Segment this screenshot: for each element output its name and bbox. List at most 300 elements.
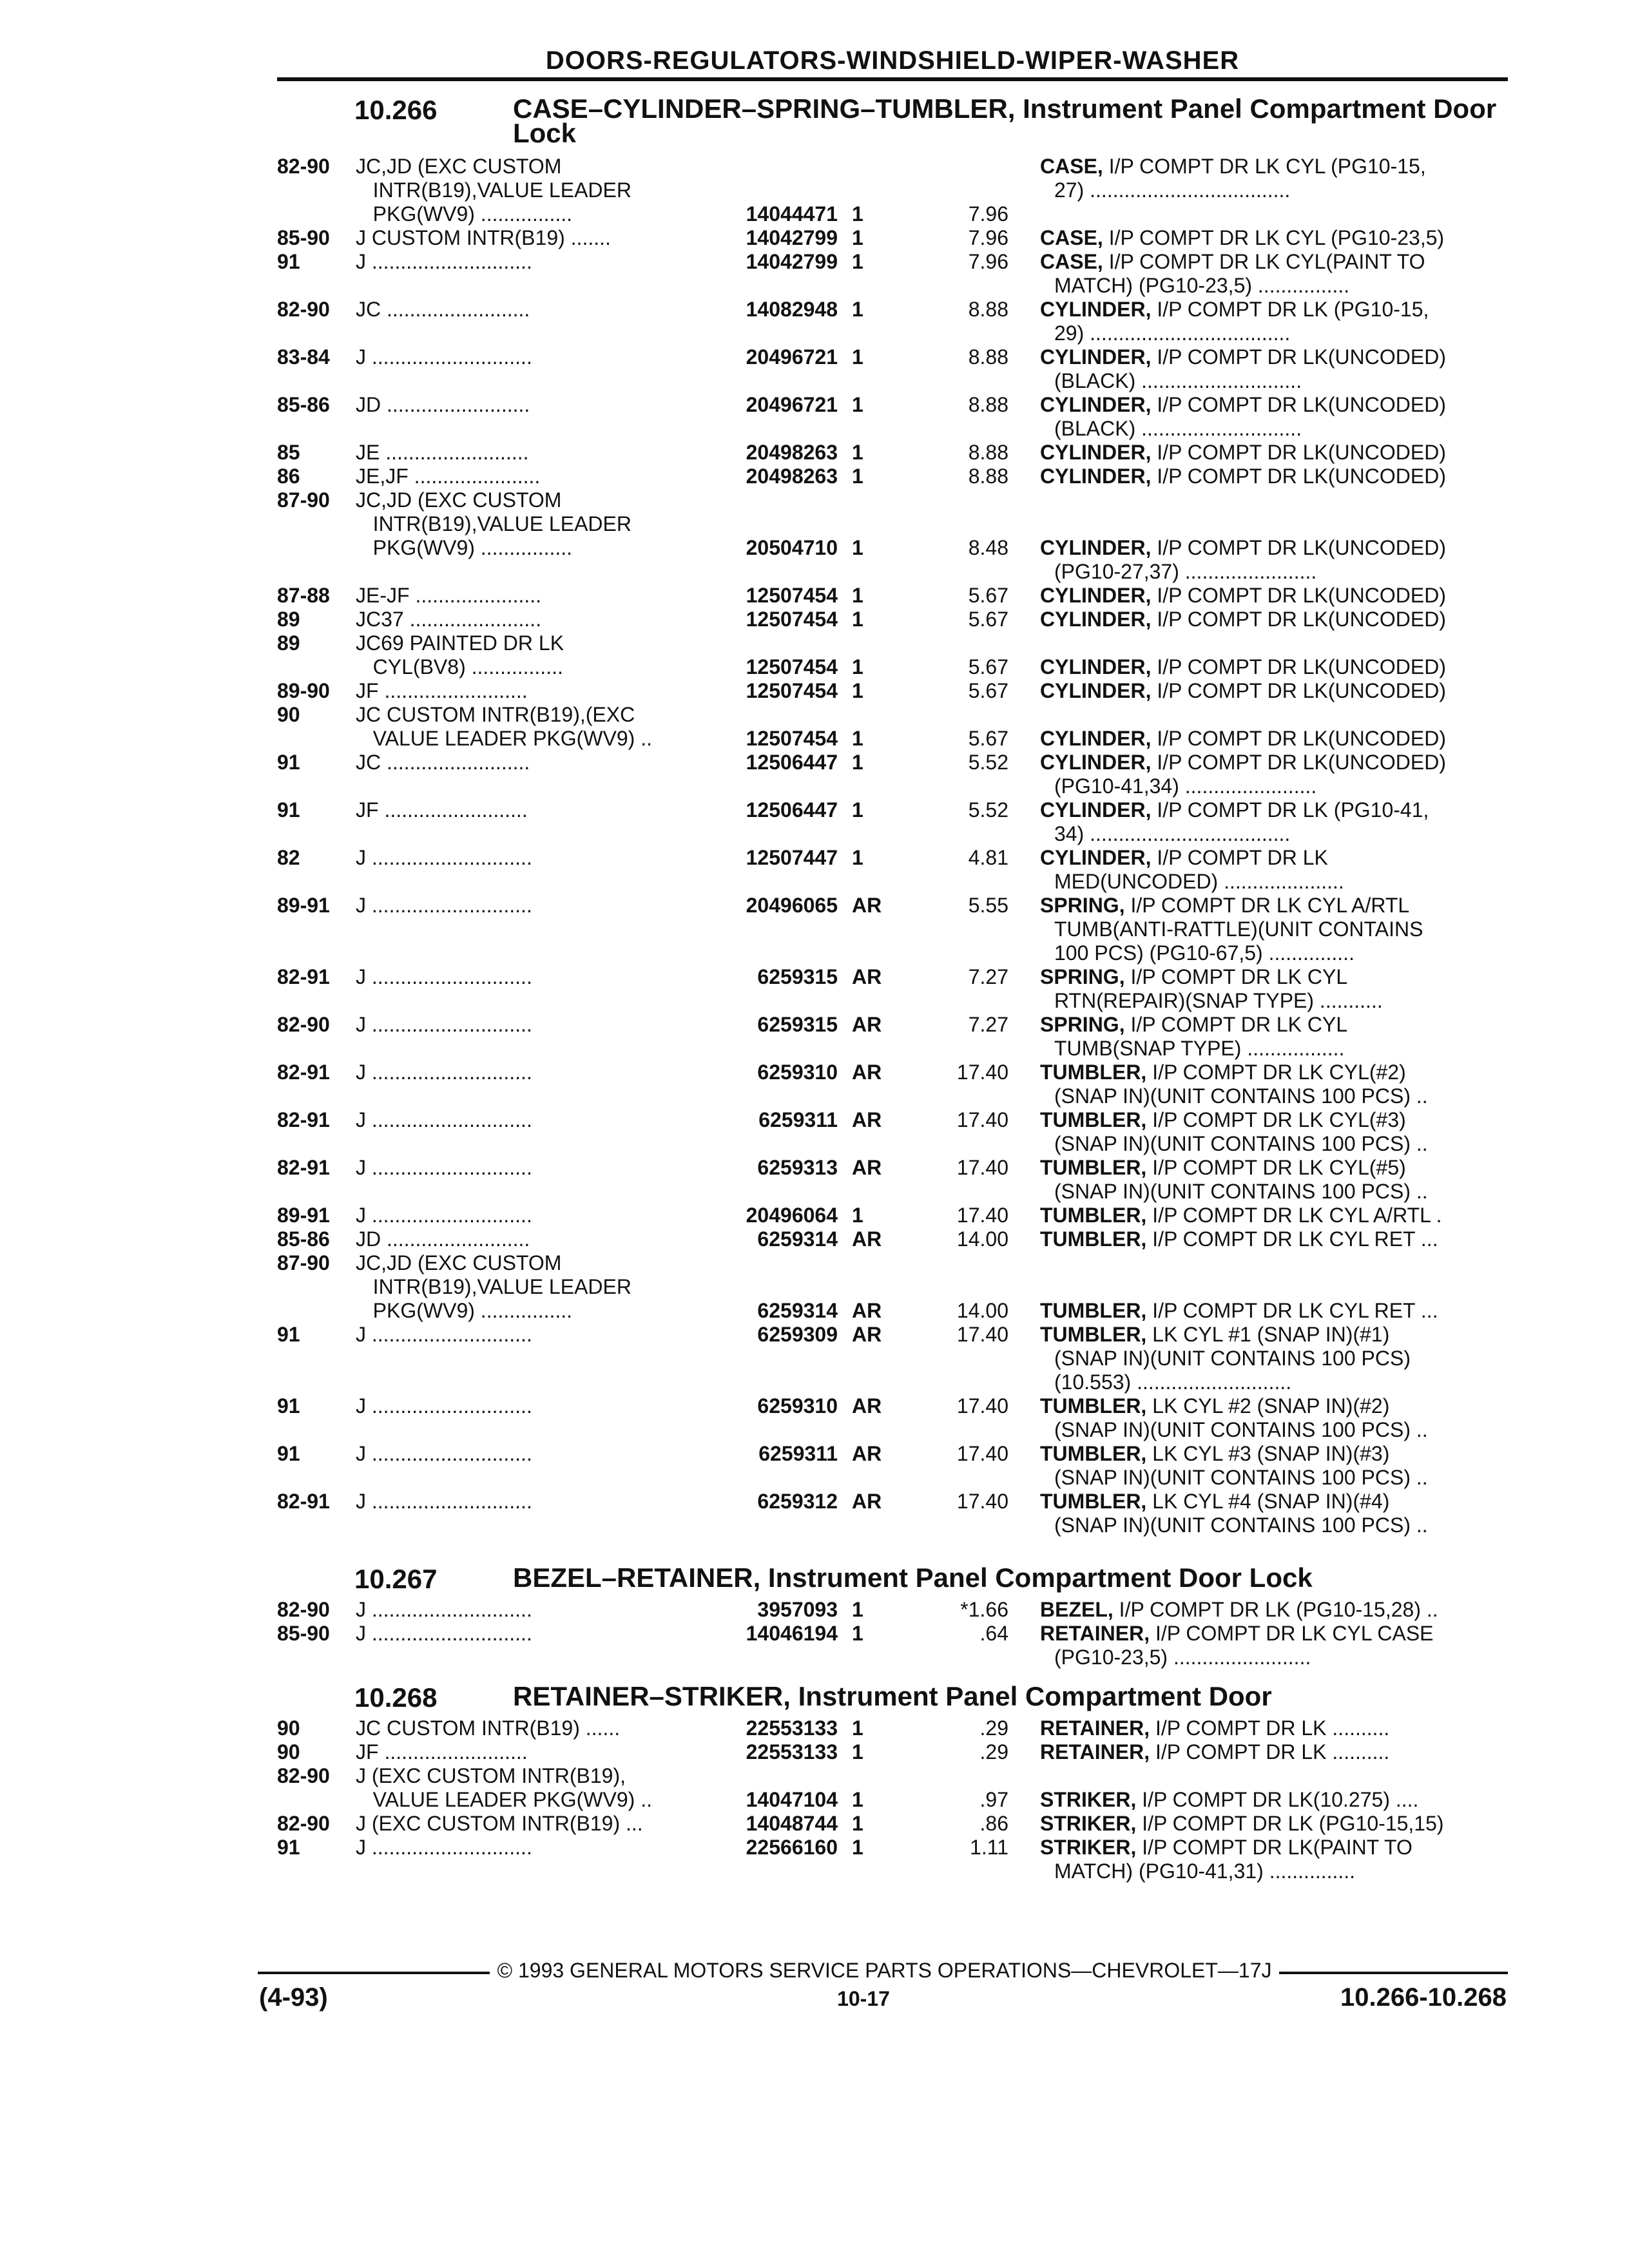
part-description xyxy=(1040,465,1504,488)
price: 14.00 xyxy=(956,1299,1008,1322)
description-line xyxy=(1040,512,1504,536)
model-year: 91 xyxy=(277,1442,300,1465)
part-number: 14042799 xyxy=(746,226,838,249)
description-line xyxy=(1040,1251,1504,1275)
model-line: JD ......................... xyxy=(356,393,530,416)
description-line: TUMB(ANTI-RATTLE)(UNIT CONTAINS xyxy=(1054,918,1423,941)
model-year: 85-86 xyxy=(277,393,330,416)
quantity: 1 xyxy=(852,465,863,488)
description-line: STRIKER, I/P COMPT DR LK (PG10-15,15) xyxy=(1040,1812,1444,1835)
model-line: PKG(WV9) ................ xyxy=(356,202,573,226)
model-line: J (EXC CUSTOM INTR(B19), xyxy=(356,1764,626,1787)
quantity: 1 xyxy=(852,298,863,321)
quantity: 1 xyxy=(852,1740,863,1763)
quantity: AR xyxy=(852,1061,882,1084)
part-number: 12507454 xyxy=(746,584,838,607)
part-number: 12507454 xyxy=(746,727,838,750)
quantity: 1 xyxy=(852,679,863,702)
part-number: 14048744 xyxy=(746,1812,838,1835)
section-number: 10.266 xyxy=(354,95,438,125)
model-line: J ............................ xyxy=(356,1490,532,1513)
part-number: 14082948 xyxy=(746,298,838,321)
part-number: 12507454 xyxy=(746,679,838,702)
part-description xyxy=(1040,1204,1504,1227)
part-number: 20498263 xyxy=(746,465,838,488)
model-year: 82 xyxy=(277,846,300,869)
price: 1.11 xyxy=(970,1836,1008,1859)
price: 5.67 xyxy=(968,584,1008,607)
price: 5.67 xyxy=(968,679,1008,702)
quantity: 1 xyxy=(852,751,863,774)
price: 17.40 xyxy=(956,1323,1008,1346)
quantity: 1 xyxy=(852,1836,863,1859)
model-year: 90 xyxy=(277,1716,300,1740)
description-line: (BLACK) ............................ xyxy=(1054,369,1302,392)
description-line: CYLINDER, I/P COMPT DR LK(UNCODED) xyxy=(1040,584,1446,607)
quantity: 1 xyxy=(852,655,863,678)
model-year: 90 xyxy=(277,703,300,726)
quantity: 1 xyxy=(852,1598,863,1621)
model-year: 89-91 xyxy=(277,894,330,917)
model-line: JC,JD (EXC CUSTOM xyxy=(356,1251,562,1274)
part-number: 12506447 xyxy=(746,751,838,774)
description-line: RETAINER, I/P COMPT DR LK CYL CASE xyxy=(1040,1622,1434,1645)
model-line: JC37 ....................... xyxy=(356,608,542,631)
model-line: INTR(B19),VALUE LEADER xyxy=(356,178,631,202)
part-description xyxy=(1040,1740,1504,1764)
model-line: CYL(BV8) ................ xyxy=(356,655,563,678)
part-description xyxy=(1040,1013,1504,1061)
part-description xyxy=(1040,1442,1504,1490)
model-year: 91 xyxy=(277,1836,300,1859)
price: 17.40 xyxy=(956,1442,1008,1465)
quantity: 1 xyxy=(852,584,863,607)
quantity: AR xyxy=(852,1490,882,1513)
model-year: 82-90 xyxy=(277,1764,330,1787)
part-number: 3957093 xyxy=(757,1598,838,1621)
model-year: 82-90 xyxy=(277,1598,330,1621)
section-number: 10.267 xyxy=(354,1564,438,1594)
price: 8.88 xyxy=(968,441,1008,464)
price: .86 xyxy=(979,1812,1008,1835)
part-number: 6259314 xyxy=(757,1299,838,1322)
page-header xyxy=(277,43,1508,81)
part-number: 12507454 xyxy=(746,655,838,678)
description-line: CYLINDER, I/P COMPT DR LK(UNCODED) xyxy=(1040,345,1446,369)
model-year: 85-90 xyxy=(277,226,330,249)
model-year: 89 xyxy=(277,608,300,631)
quantity: 1 xyxy=(852,1812,863,1835)
quantity: AR xyxy=(852,1156,882,1179)
description-line: RETAINER, I/P COMPT DR LK .......... xyxy=(1040,1716,1390,1740)
part-description xyxy=(1040,1490,1504,1537)
price: 4.81 xyxy=(968,846,1008,869)
part-description xyxy=(1040,441,1504,465)
price: 7.96 xyxy=(968,250,1008,273)
model-line: JC ......................... xyxy=(356,298,530,321)
model-line: JC,JD (EXC CUSTOM xyxy=(356,488,562,512)
part-description xyxy=(1040,584,1504,608)
part-description xyxy=(1040,345,1504,393)
description-line: RTN(REPAIR)(SNAP TYPE) ........... xyxy=(1054,989,1383,1012)
part-description xyxy=(1040,488,1504,584)
footer-rule-left xyxy=(258,1972,490,1974)
description-line: TUMBLER, LK CYL #1 (SNAP IN)(#1) xyxy=(1040,1323,1390,1346)
description-line: (PG10-23,5) ........................ xyxy=(1054,1646,1311,1669)
price: 5.52 xyxy=(968,798,1008,822)
quantity: AR xyxy=(852,965,882,988)
price: .29 xyxy=(979,1716,1008,1740)
part-description xyxy=(1040,703,1504,751)
part-number: 6259311 xyxy=(758,1108,838,1131)
quantity: 1 xyxy=(852,345,863,369)
price: 8.88 xyxy=(968,345,1008,369)
model-line: VALUE LEADER PKG(WV9) .. xyxy=(356,1788,652,1811)
part-number: 22553133 xyxy=(746,1740,838,1763)
model-line: JF ......................... xyxy=(356,1740,528,1763)
price: 17.40 xyxy=(956,1204,1008,1227)
price: 8.88 xyxy=(968,465,1008,488)
part-description xyxy=(1040,679,1504,703)
description-line xyxy=(1040,1275,1504,1299)
model-year: 91 xyxy=(277,751,300,774)
part-number: 20496721 xyxy=(746,393,838,416)
description-line: CYLINDER, I/P COMPT DR LK(UNCODED) xyxy=(1040,465,1446,488)
part-description xyxy=(1040,1622,1504,1669)
description-line: CASE, I/P COMPT DR LK CYL (PG10-15, xyxy=(1040,155,1426,178)
description-line: CYLINDER, I/P COMPT DR LK(UNCODED) xyxy=(1040,751,1446,774)
part-description xyxy=(1040,798,1504,846)
model-line: J ............................ xyxy=(356,965,532,988)
quantity: 1 xyxy=(852,1204,863,1227)
model-line: JF ......................... xyxy=(356,679,528,702)
description-line: TUMBLER, LK CYL #2 (SNAP IN)(#2) xyxy=(1040,1394,1390,1418)
quantity: 1 xyxy=(852,1622,863,1645)
part-description xyxy=(1040,1323,1504,1394)
quantity: 1 xyxy=(852,226,863,249)
price: 8.88 xyxy=(968,393,1008,416)
part-description xyxy=(1040,1156,1504,1204)
model-year: 89-91 xyxy=(277,1204,330,1227)
price: .97 xyxy=(979,1788,1008,1811)
part-number: 6259310 xyxy=(757,1394,838,1418)
part-number: 20498263 xyxy=(746,441,838,464)
model-year: 82-90 xyxy=(277,1812,330,1835)
model-line: JC CUSTOM INTR(B19),(EXC xyxy=(356,703,635,726)
model-year: 82-91 xyxy=(277,965,330,988)
part-number: 14044471 xyxy=(746,202,838,226)
price: 7.96 xyxy=(968,226,1008,249)
description-line: RETAINER, I/P COMPT DR LK .......... xyxy=(1040,1740,1390,1763)
part-number: 6259313 xyxy=(757,1156,838,1179)
description-line: CYLINDER, I/P COMPT DR LK (PG10-41, xyxy=(1040,798,1429,822)
part-description xyxy=(1040,965,1504,1013)
model-year: 91 xyxy=(277,1323,300,1346)
model-year: 87-90 xyxy=(277,1251,330,1274)
page-title: DOORS-REGULATORS-WINDSHIELD-WIPER-WASHER xyxy=(545,46,1240,75)
model-line: J CUSTOM INTR(B19) ....... xyxy=(356,226,611,249)
model-year: 86 xyxy=(277,465,300,488)
part-number: 6259314 xyxy=(757,1227,838,1251)
model-line: JF ......................... xyxy=(356,798,528,822)
model-line: PKG(WV9) ................ xyxy=(356,536,573,559)
description-line: STRIKER, I/P COMPT DR LK(PAINT TO xyxy=(1040,1836,1412,1859)
description-line: CASE, I/P COMPT DR LK CYL (PG10-23,5) xyxy=(1040,226,1445,249)
description-line: CASE, I/P COMPT DR LK CYL(PAINT TO xyxy=(1040,250,1425,273)
part-description xyxy=(1040,1061,1504,1108)
description-line: TUMBLER, I/P COMPT DR LK CYL RET ... xyxy=(1040,1227,1438,1251)
part-description xyxy=(1040,1394,1504,1442)
part-description xyxy=(1040,631,1504,679)
description-line: TUMBLER, I/P COMPT DR LK CYL A/RTL . xyxy=(1040,1204,1442,1227)
part-description xyxy=(1040,1764,1504,1812)
model-line: J ............................ xyxy=(356,894,532,917)
model-year: 82-91 xyxy=(277,1061,330,1084)
section-title: CASE–CYLINDER–SPRING–TUMBLER, Instrument Panel Compartment Door Lock xyxy=(513,93,1497,148)
copyright-notice: © 1993 GENERAL MOTORS SERVICE PARTS OPERATIONS—CHEVROLET—17J xyxy=(497,1959,1272,1982)
part-description xyxy=(1040,1227,1504,1251)
description-line: SPRING, I/P COMPT DR LK CYL xyxy=(1040,965,1348,988)
price: 17.40 xyxy=(956,1394,1008,1418)
description-line: TUMBLER, LK CYL #4 (SNAP IN)(#4) xyxy=(1040,1490,1390,1513)
part-number: 6259310 xyxy=(757,1061,838,1084)
part-description xyxy=(1040,1812,1504,1836)
part-number: 6259312 xyxy=(757,1490,838,1513)
description-line: CYLINDER, I/P COMPT DR LK(UNCODED) xyxy=(1040,727,1446,750)
part-number: 6259311 xyxy=(758,1442,838,1465)
price: 17.40 xyxy=(956,1108,1008,1131)
model-year: 85-90 xyxy=(277,1622,330,1645)
model-year: 91 xyxy=(277,798,300,822)
part-number: 14047104 xyxy=(746,1788,838,1811)
description-line: MED(UNCODED) ..................... xyxy=(1054,870,1344,893)
price: .29 xyxy=(979,1740,1008,1763)
model-line: J ............................ xyxy=(356,1394,532,1418)
quantity: AR xyxy=(852,1323,882,1346)
part-number: 20496721 xyxy=(746,345,838,369)
description-line: 27) ................................... xyxy=(1054,178,1291,202)
price: 8.48 xyxy=(968,536,1008,559)
description-line: CYLINDER, I/P COMPT DR LK xyxy=(1040,846,1328,869)
part-number: 12507447 xyxy=(746,846,838,869)
section-number: 10.268 xyxy=(354,1682,438,1713)
part-number: 22553133 xyxy=(746,1716,838,1740)
model-year: 82-90 xyxy=(277,1013,330,1036)
description-line: (SNAP IN)(UNIT CONTAINS 100 PCS) .. xyxy=(1054,1418,1428,1441)
model-line: JC69 PAINTED DR LK xyxy=(356,631,564,655)
description-line: CYLINDER, I/P COMPT DR LK(UNCODED) xyxy=(1040,393,1446,416)
price: 5.52 xyxy=(968,751,1008,774)
price: 17.40 xyxy=(956,1061,1008,1084)
price: 14.00 xyxy=(956,1227,1008,1251)
description-line: CYLINDER, I/P COMPT DR LK(UNCODED) xyxy=(1040,536,1446,559)
quantity: AR xyxy=(852,1394,882,1418)
model-year: 91 xyxy=(277,250,300,273)
part-description xyxy=(1040,1836,1504,1883)
model-line: PKG(WV9) ................ xyxy=(356,1299,573,1322)
section-title: RETAINER–STRIKER, Instrument Panel Compartment Door xyxy=(513,1681,1272,1711)
model-line: JC ......................... xyxy=(356,751,530,774)
model-year: 90 xyxy=(277,1740,300,1763)
price: 7.96 xyxy=(968,202,1008,226)
quantity: AR xyxy=(852,894,882,917)
price: 8.88 xyxy=(968,298,1008,321)
model-line: J ............................ xyxy=(356,1204,532,1227)
model-line: JE,JF ...................... xyxy=(356,465,541,488)
model-line: J ............................ xyxy=(356,345,532,369)
part-number: 14042799 xyxy=(746,250,838,273)
quantity: 1 xyxy=(852,1716,863,1740)
description-line: (SNAP IN)(UNIT CONTAINS 100 PCS) .. xyxy=(1054,1466,1428,1489)
description-line: TUMBLER, I/P COMPT DR LK CYL(#3) xyxy=(1040,1108,1406,1131)
part-description xyxy=(1040,1108,1504,1156)
description-line: (SNAP IN)(UNIT CONTAINS 100 PCS) xyxy=(1054,1347,1411,1370)
model-year: 82-90 xyxy=(277,155,330,178)
quantity: 1 xyxy=(852,393,863,416)
model-year: 89 xyxy=(277,631,300,655)
model-line: VALUE LEADER PKG(WV9) .. xyxy=(356,727,652,750)
model-year: 85 xyxy=(277,441,300,464)
model-line: J ............................ xyxy=(356,1156,532,1179)
description-line: TUMBLER, LK CYL #3 (SNAP IN)(#3) xyxy=(1040,1442,1390,1465)
price: 5.67 xyxy=(968,727,1008,750)
part-description xyxy=(1040,1251,1504,1323)
model-line: J ............................ xyxy=(356,1323,532,1346)
model-line: JC,JD (EXC CUSTOM xyxy=(356,155,562,178)
part-description xyxy=(1040,250,1504,298)
section-range: 10.266-10.268 xyxy=(1340,1983,1507,2012)
part-number: 6259309 xyxy=(757,1323,838,1346)
part-number: 22566160 xyxy=(746,1836,838,1859)
description-line: SPRING, I/P COMPT DR LK CYL xyxy=(1040,1013,1348,1036)
price: .64 xyxy=(979,1622,1008,1645)
model-year: 89-90 xyxy=(277,679,330,702)
part-number: 12507454 xyxy=(746,608,838,631)
description-line: (PG10-41,34) ....................... xyxy=(1054,774,1317,798)
page-number: 10-17 xyxy=(837,1987,890,2010)
description-line: TUMBLER, I/P COMPT DR LK CYL(#5) xyxy=(1040,1156,1406,1179)
part-description xyxy=(1040,608,1504,631)
model-line: INTR(B19),VALUE LEADER xyxy=(356,1275,631,1298)
quantity: 1 xyxy=(852,608,863,631)
model-year: 85-86 xyxy=(277,1227,330,1251)
quantity: AR xyxy=(852,1108,882,1131)
part-description xyxy=(1040,393,1504,441)
quantity: 1 xyxy=(852,202,863,226)
description-line xyxy=(1040,1764,1504,1788)
header-rule xyxy=(277,77,1508,81)
quantity: 1 xyxy=(852,441,863,464)
model-line: J (EXC CUSTOM INTR(B19) ... xyxy=(356,1812,643,1835)
part-description xyxy=(1040,751,1504,798)
model-year: 83-84 xyxy=(277,345,330,369)
description-line: (SNAP IN)(UNIT CONTAINS 100 PCS) .. xyxy=(1054,1084,1428,1108)
price: 5.67 xyxy=(968,655,1008,678)
model-year: 91 xyxy=(277,1394,300,1418)
description-line xyxy=(1040,631,1504,655)
model-line: JC CUSTOM INTR(B19) ...... xyxy=(356,1716,621,1740)
description-line: 29) ................................... xyxy=(1054,322,1291,345)
price: 17.40 xyxy=(956,1156,1008,1179)
model-line: J ............................ xyxy=(356,1108,532,1131)
description-line: 34) ................................... xyxy=(1054,822,1291,845)
description-line: (SNAP IN)(UNIT CONTAINS 100 PCS) .. xyxy=(1054,1180,1428,1203)
quantity: AR xyxy=(852,1227,882,1251)
quantity: 1 xyxy=(852,846,863,869)
model-line: JE-JF ...................... xyxy=(356,584,542,607)
part-number: 6259315 xyxy=(757,965,838,988)
description-line: CYLINDER, I/P COMPT DR LK(UNCODED) xyxy=(1040,608,1446,631)
description-line: MATCH) (PG10-41,31) ............... xyxy=(1054,1860,1356,1883)
quantity: 1 xyxy=(852,727,863,750)
model-year: 82-91 xyxy=(277,1108,330,1131)
price: 17.40 xyxy=(956,1490,1008,1513)
part-number: 20504710 xyxy=(746,536,838,559)
model-line: J ............................ xyxy=(356,846,532,869)
quantity: 1 xyxy=(852,250,863,273)
description-line: MATCH) (PG10-23,5) ................ xyxy=(1054,274,1350,297)
model-line: J ............................ xyxy=(356,250,532,273)
part-description xyxy=(1040,1598,1504,1622)
quantity: 1 xyxy=(852,1788,863,1811)
description-line: TUMBLER, I/P COMPT DR LK CYL RET ... xyxy=(1040,1299,1438,1322)
quantity: 1 xyxy=(852,798,863,822)
section-title: BEZEL–RETAINER, Instrument Panel Compartment Door Lock xyxy=(513,1562,1313,1593)
quantity: AR xyxy=(852,1299,882,1322)
model-line: J ............................ xyxy=(356,1836,532,1859)
quantity: AR xyxy=(852,1013,882,1036)
model-line: J ............................ xyxy=(356,1442,532,1465)
description-line: (SNAP IN)(UNIT CONTAINS 100 PCS) .. xyxy=(1054,1132,1428,1155)
model-line: J ............................ xyxy=(356,1598,532,1621)
price: 5.55 xyxy=(968,894,1008,917)
description-line: (10.553) ........................... xyxy=(1054,1370,1292,1394)
part-description xyxy=(1040,846,1504,894)
description-line xyxy=(1040,488,1504,512)
description-line: 100 PCS) (PG10-67,5) ............... xyxy=(1054,941,1354,965)
description-line: (PG10-27,37) ....................... xyxy=(1054,560,1317,583)
part-description xyxy=(1040,894,1504,965)
price: *1.66 xyxy=(960,1598,1008,1621)
model-year: 82-91 xyxy=(277,1490,330,1513)
description-line: (SNAP IN)(UNIT CONTAINS 100 PCS) .. xyxy=(1054,1514,1428,1537)
part-description xyxy=(1040,1716,1504,1740)
quantity: AR xyxy=(852,1442,882,1465)
part-description xyxy=(1040,155,1504,202)
part-number: 20496065 xyxy=(746,894,838,917)
description-line: STRIKER, I/P COMPT DR LK(10.275) .... xyxy=(1040,1788,1419,1811)
description-line: CYLINDER, I/P COMPT DR LK(UNCODED) xyxy=(1040,441,1446,464)
part-number: 6259315 xyxy=(757,1013,838,1036)
model-line: J ............................ xyxy=(356,1013,532,1036)
description-line: CYLINDER, I/P COMPT DR LK (PG10-15, xyxy=(1040,298,1429,321)
model-year: 82-90 xyxy=(277,298,330,321)
description-line: BEZEL, I/P COMPT DR LK (PG10-15,28) .. xyxy=(1040,1598,1438,1621)
model-line: J ............................ xyxy=(356,1622,532,1645)
model-line: J ............................ xyxy=(356,1061,532,1084)
description-line: (BLACK) ............................ xyxy=(1054,417,1302,440)
description-line: SPRING, I/P COMPT DR LK CYL A/RTL xyxy=(1040,894,1410,917)
price: 7.27 xyxy=(968,965,1008,988)
price: 7.27 xyxy=(968,1013,1008,1036)
part-number: 12506447 xyxy=(746,798,838,822)
price: 5.67 xyxy=(968,608,1008,631)
part-number: 14046194 xyxy=(746,1622,838,1645)
model-year: 82-91 xyxy=(277,1156,330,1179)
model-line: JE ......................... xyxy=(356,441,529,464)
quantity: 1 xyxy=(852,536,863,559)
part-description xyxy=(1040,226,1504,250)
